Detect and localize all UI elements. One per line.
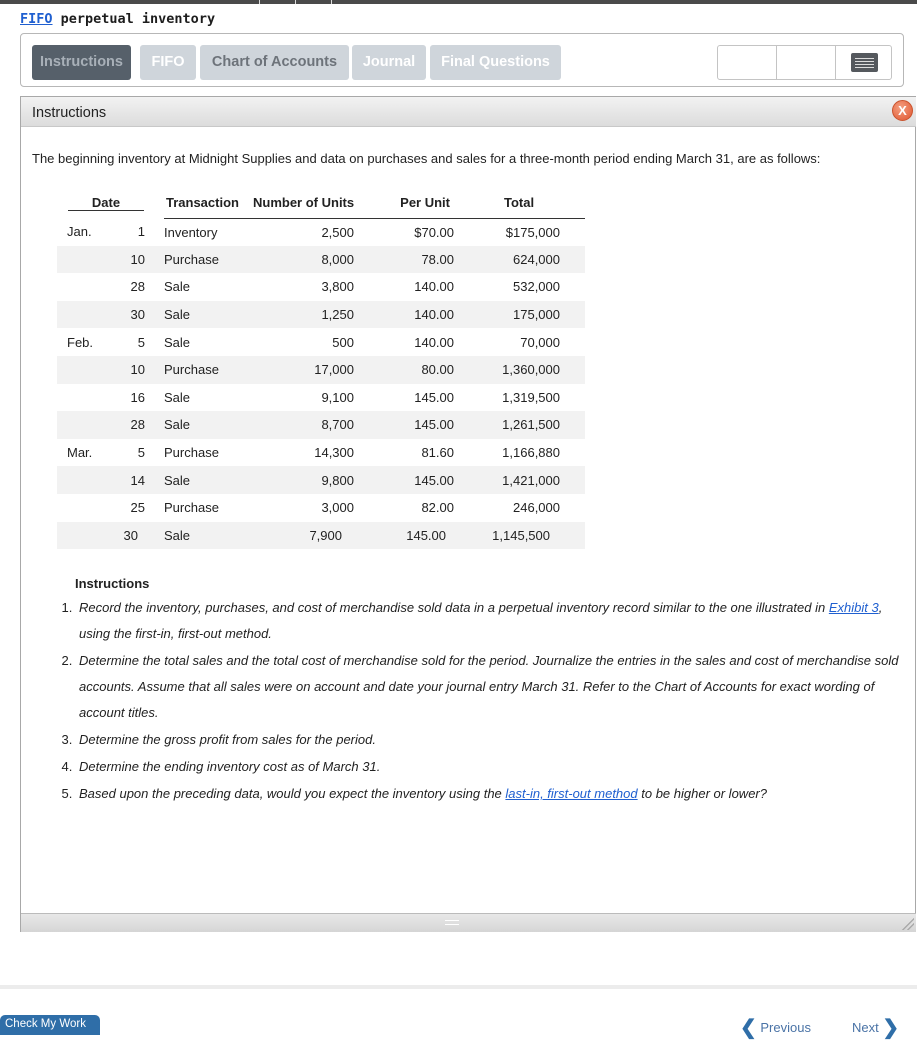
cell-per-unit: 140.00 (384, 301, 454, 329)
cell-day: 5 (137, 445, 145, 461)
instructions-panel (20, 96, 916, 932)
cell-month: Jan. (67, 224, 92, 240)
cell-day: 28 (101, 411, 145, 439)
cell-day: 16 (130, 389, 145, 405)
cell-transaction: Purchase (164, 246, 250, 274)
instruction-link[interactable]: Exhibit 3 (828, 600, 879, 615)
table-header-row (57, 188, 585, 218)
cell-month (57, 384, 101, 412)
tab-instructions[interactable]: Instructions (32, 45, 131, 80)
table-row (57, 356, 585, 384)
tab-journal[interactable]: Journal (352, 45, 426, 80)
instruction-step (76, 595, 909, 647)
cell-transaction: Sale (164, 522, 250, 550)
cell-transaction: Sale (164, 334, 191, 350)
cell-transaction: Sale (164, 466, 250, 494)
table-row (57, 494, 585, 522)
cell-spacer (560, 384, 585, 412)
cell-day: 28 (130, 279, 145, 295)
cell-per-unit: 145.00 (414, 389, 454, 405)
bottom-bar (0, 985, 917, 1039)
cell-month (57, 246, 101, 274)
cell-per-unit: $70.00 (414, 224, 454, 240)
header-per-unit: Per Unit (384, 188, 454, 218)
tab-final-questions[interactable]: Final Questions (430, 45, 561, 80)
panel-footer (21, 913, 916, 932)
top-bar-tick (295, 0, 296, 4)
instruction-text: Record the inventory, purchases, and cost of merchandise sold data in a perpetual inventory record similar to the one illustrated in (79, 600, 829, 615)
cell-per-unit: 81.60 (421, 445, 454, 461)
cell-day: 10 (101, 356, 145, 384)
next-label: Next (852, 1020, 879, 1035)
cell-spacer (145, 356, 164, 384)
toolbar-tool-button[interactable] (718, 46, 776, 79)
inventory-table (57, 188, 585, 549)
cell-per-unit: 82.00 (421, 500, 454, 516)
cell-per-unit: 145.00 (384, 411, 454, 439)
cell-total: 1,166,880 (502, 445, 560, 461)
cell-spacer (354, 218, 384, 246)
cell-total: 1,360,000 (454, 356, 560, 384)
cell-per-unit: 145.00 (384, 522, 454, 550)
table-row (57, 439, 585, 467)
intro-text: The beginning inventory at Midnight Supplies and data on purchases and sales for a three-month period ending March 31, are as follows: (32, 151, 821, 166)
tab-chart-of-accounts[interactable]: Chart of Accounts (200, 45, 349, 80)
top-bar-tick (259, 0, 260, 4)
instruction-step (76, 754, 909, 780)
cell-units: 3,000 (321, 500, 354, 516)
instruction-step (76, 781, 909, 807)
chevron-right-icon: ❯ (882, 1017, 900, 1039)
tab-fifo[interactable]: FIFO (140, 45, 196, 80)
close-button[interactable]: X (892, 100, 913, 121)
cell-spacer (145, 494, 164, 522)
table-row (57, 218, 585, 246)
cell-transaction: Sale (164, 389, 191, 405)
cell-spacer (560, 411, 585, 439)
cell-per-unit: 145.00 (384, 466, 454, 494)
cell-spacer (354, 439, 384, 467)
previous-label: Previous (760, 1020, 811, 1035)
table-row (57, 246, 585, 274)
check-my-work-button[interactable]: Check My Work (0, 1015, 100, 1035)
cell-units: 17,000 (250, 356, 354, 384)
cell-month (57, 411, 101, 439)
cell-day: 1 (137, 224, 145, 240)
cell-day: 14 (101, 466, 145, 494)
panel-title: Instructions (32, 105, 107, 121)
cell-per-unit: 80.00 (384, 356, 454, 384)
cell-spacer (145, 439, 164, 467)
cell-month (57, 356, 101, 384)
cell-units: 9,800 (250, 466, 354, 494)
table-row (57, 328, 585, 356)
cell-spacer (560, 218, 585, 246)
header-date: Date (68, 195, 144, 211)
cell-per-unit: 140.00 (414, 334, 454, 350)
cell-units: 500 (332, 334, 354, 350)
cell-total: 1,145,500 (454, 522, 560, 550)
toolbar-tool-group (717, 45, 892, 80)
cell-total: 175,000 (454, 301, 560, 329)
cell-spacer (560, 466, 585, 494)
instruction-text: Determine the total sales and the total cost of merchandise sold for the period. Journalize the entries in the sales and cost of merchandise sold accounts. Assume that all sales were on account and date your journal entry March 31. Refer to the Chart of Accounts for exact wording of account titles. (79, 653, 899, 720)
instruction-text: Determine the gross profit from sales for the period. (79, 732, 376, 747)
cell-spacer (145, 246, 164, 274)
instructions-heading: Instructions (75, 576, 150, 591)
cell-spacer (145, 411, 164, 439)
next-button[interactable] (852, 1015, 899, 1040)
cell-transaction: Sale (164, 411, 250, 439)
cell-total: 1,421,000 (454, 466, 560, 494)
header-units: Number of Units (250, 188, 384, 218)
cell-day: 30 (101, 301, 145, 329)
cell-spacer (354, 494, 384, 522)
cell-total: 624,000 (454, 246, 560, 274)
page-title (20, 11, 215, 27)
cell-spacer (354, 384, 384, 412)
cell-month (57, 494, 101, 522)
cell-units: 14,300 (314, 445, 354, 461)
cell-spacer (354, 466, 384, 494)
cell-spacer (560, 301, 585, 329)
cell-total: 246,000 (513, 500, 560, 516)
instruction-text: Determine the ending inventory cost as of March 31. (79, 759, 381, 774)
instruction-text: Based upon the preceding data, would you expect the inventory using the (79, 786, 506, 801)
chevron-left-icon: ❮ (740, 1017, 757, 1039)
table-row (57, 384, 585, 412)
cell-spacer (145, 522, 164, 550)
cell-spacer (560, 328, 585, 356)
cell-spacer (354, 522, 384, 550)
cell-total: 1,319,500 (502, 389, 560, 405)
cell-spacer (560, 246, 585, 274)
cell-month (57, 273, 101, 301)
cell-spacer (354, 301, 384, 329)
cell-total: 532,000 (513, 279, 560, 295)
top-bar-tick (331, 0, 332, 4)
resize-corner-icon[interactable] (902, 918, 914, 930)
table-row (57, 466, 585, 494)
cell-transaction: Purchase (164, 445, 219, 461)
cell-units: 9,100 (321, 389, 354, 405)
cell-month (57, 466, 101, 494)
cell-day: 30 (101, 522, 145, 550)
cell-units: 1,250 (250, 301, 354, 329)
cell-spacer (145, 273, 164, 301)
cell-units: 2,500 (321, 224, 354, 240)
toolbar-divider (835, 46, 836, 79)
header-total: Total (454, 188, 585, 218)
previous-button[interactable] (740, 1015, 811, 1040)
cell-day: 10 (101, 246, 145, 274)
toolbar-tool-button[interactable] (777, 46, 835, 79)
cell-total: $175,000 (505, 224, 560, 240)
cell-spacer (560, 439, 585, 467)
cell-day: 25 (130, 500, 145, 516)
top-bar (0, 0, 917, 4)
table-row (57, 522, 585, 550)
cell-units: 8,000 (250, 246, 354, 274)
header-transaction: Transaction (164, 188, 250, 218)
toolbar (20, 33, 904, 87)
page-title-link[interactable]: FIFO (20, 11, 53, 27)
cell-spacer (560, 494, 585, 522)
table-row (57, 301, 585, 329)
cell-transaction: Purchase (164, 356, 250, 384)
instruction-text: , using the first-in, first-out method. (79, 600, 883, 641)
cell-spacer (354, 246, 384, 274)
instruction-step (76, 648, 909, 726)
cell-month: Feb. (67, 334, 94, 350)
panel-header (21, 97, 916, 127)
cell-month (57, 522, 101, 550)
cell-spacer (145, 328, 164, 356)
cell-spacer (145, 384, 164, 412)
instruction-link[interactable]: last-in, first-out method (505, 786, 638, 801)
cell-month: Mar. (67, 445, 93, 461)
cell-spacer (145, 466, 164, 494)
resize-grip-icon[interactable] (445, 920, 459, 925)
cell-spacer (145, 301, 164, 329)
instruction-text: to be higher or lower? (637, 786, 767, 801)
cell-transaction: Sale (164, 279, 191, 295)
cell-spacer (354, 356, 384, 384)
cell-transaction: Purchase (164, 500, 219, 516)
cell-spacer (354, 411, 384, 439)
table-row (57, 273, 585, 301)
instruction-step (76, 727, 909, 753)
cell-total: 1,261,500 (454, 411, 560, 439)
cell-spacer (354, 328, 384, 356)
cell-spacer (145, 218, 164, 246)
cell-per-unit: 140.00 (414, 279, 454, 295)
menu-icon[interactable] (851, 53, 878, 72)
cell-units: 7,900 (250, 522, 354, 550)
cell-transaction: Inventory (164, 224, 218, 240)
page-title-text: perpetual inventory (52, 11, 216, 27)
table-row (57, 411, 585, 439)
cell-month (57, 301, 101, 329)
cell-per-unit: 78.00 (384, 246, 454, 274)
instructions-list (39, 595, 909, 808)
cell-spacer (560, 273, 585, 301)
cell-transaction: Sale (164, 301, 250, 329)
cell-units: 3,800 (321, 279, 354, 295)
cell-units: 8,700 (250, 411, 354, 439)
cell-day: 5 (137, 334, 145, 350)
cell-spacer (354, 273, 384, 301)
cell-total: 70,000 (520, 334, 560, 350)
cell-spacer (560, 522, 585, 550)
cell-spacer (560, 356, 585, 384)
